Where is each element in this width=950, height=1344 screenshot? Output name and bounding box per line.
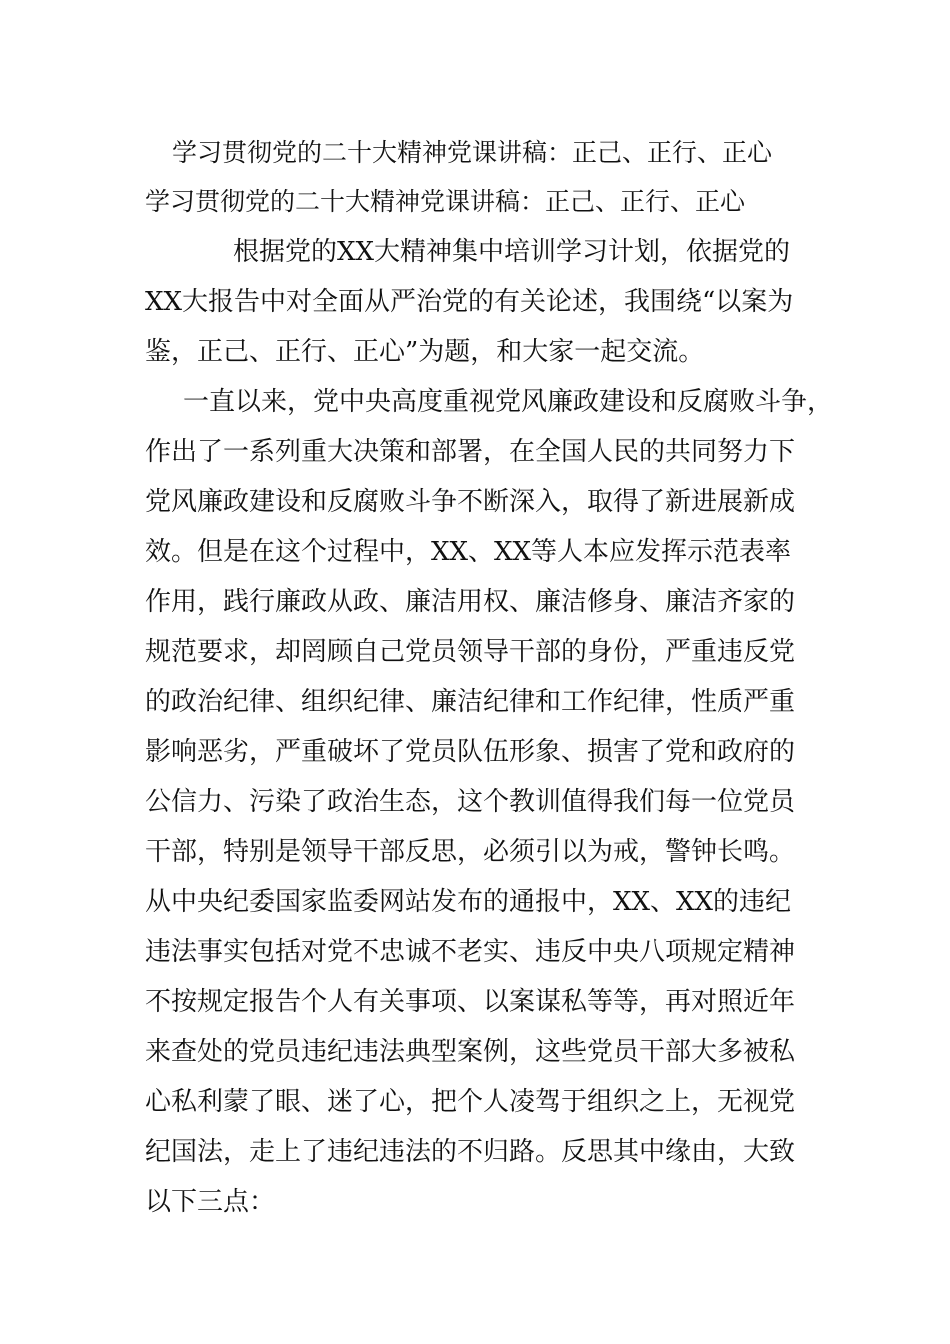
text-line: 纪国法，走上了违纪违法的不归路。反思其中缘由，大致 [145,1137,796,1167]
text-line: 影响恶劣，严重破坏了党员队伍形象、损害了党和政府的 [145,737,796,767]
text-line: 党风廉政建设和反腐败斗争不断深入，取得了新进展新成 [145,487,796,517]
text-line: XX大报告中对全面从严治党的有关论述，我围绕“以案为 [145,287,794,317]
text-line: 规范要求，却罔顾自己党员领导干部的身份，严重违反党 [145,637,796,667]
text-line: 从中央纪委国家监委网站发布的通报中，XX、XX的违纪 [145,887,792,917]
text-line: 效。但是在这个过程中，XX、XX等人本应发挥示范表率 [145,537,792,567]
text-line: 违法事实包括对党不忠诚不老实、违反中央八项规定精神 [145,937,796,967]
text-line: 作出了一系列重大决策和部署，在全国人民的共同努力下 [145,437,796,467]
text-line: 来查处的党员违纪违法典型案例，这些党员干部大多被私 [145,1037,796,1067]
document-subtitle: 学习贯彻党的二十大精神党课讲稿：正己、正行、正心 [145,187,746,216]
text-line: 的政治纪律、组织纪律、廉洁纪律和工作纪律，性质严重 [145,687,796,717]
text-line: 以下三点： [145,1187,276,1217]
document-title: 学习贯彻党的二十大精神党课讲稿：正己、正行、正心 [172,138,773,167]
text-line: 根据党的XX大精神集中培训学习计划，依据党的 [233,237,791,267]
text-line: 公信力、污染了政治生态，这个教训值得我们每一位党员 [145,787,796,817]
text-line: 不按规定报告个人有关事项、以案谋私等等，再对照近年 [145,987,796,1017]
text-line: 干部，特别是领导干部反思，必须引以为戒，警钟长鸣。 [145,837,796,867]
text-line: 一直以来，党中央高度重视党风廉政建设和反腐败斗争， [183,387,834,417]
text-line: 鉴，正己、正行、正心”为题，和大家一起交流。 [145,337,705,367]
text-line: 作用，践行廉政从政、廉洁用权、廉洁修身、廉洁齐家的 [145,587,796,617]
text-line: 心私利蒙了眼、迷了心，把个人凌驾于组织之上，无视党 [145,1087,796,1117]
